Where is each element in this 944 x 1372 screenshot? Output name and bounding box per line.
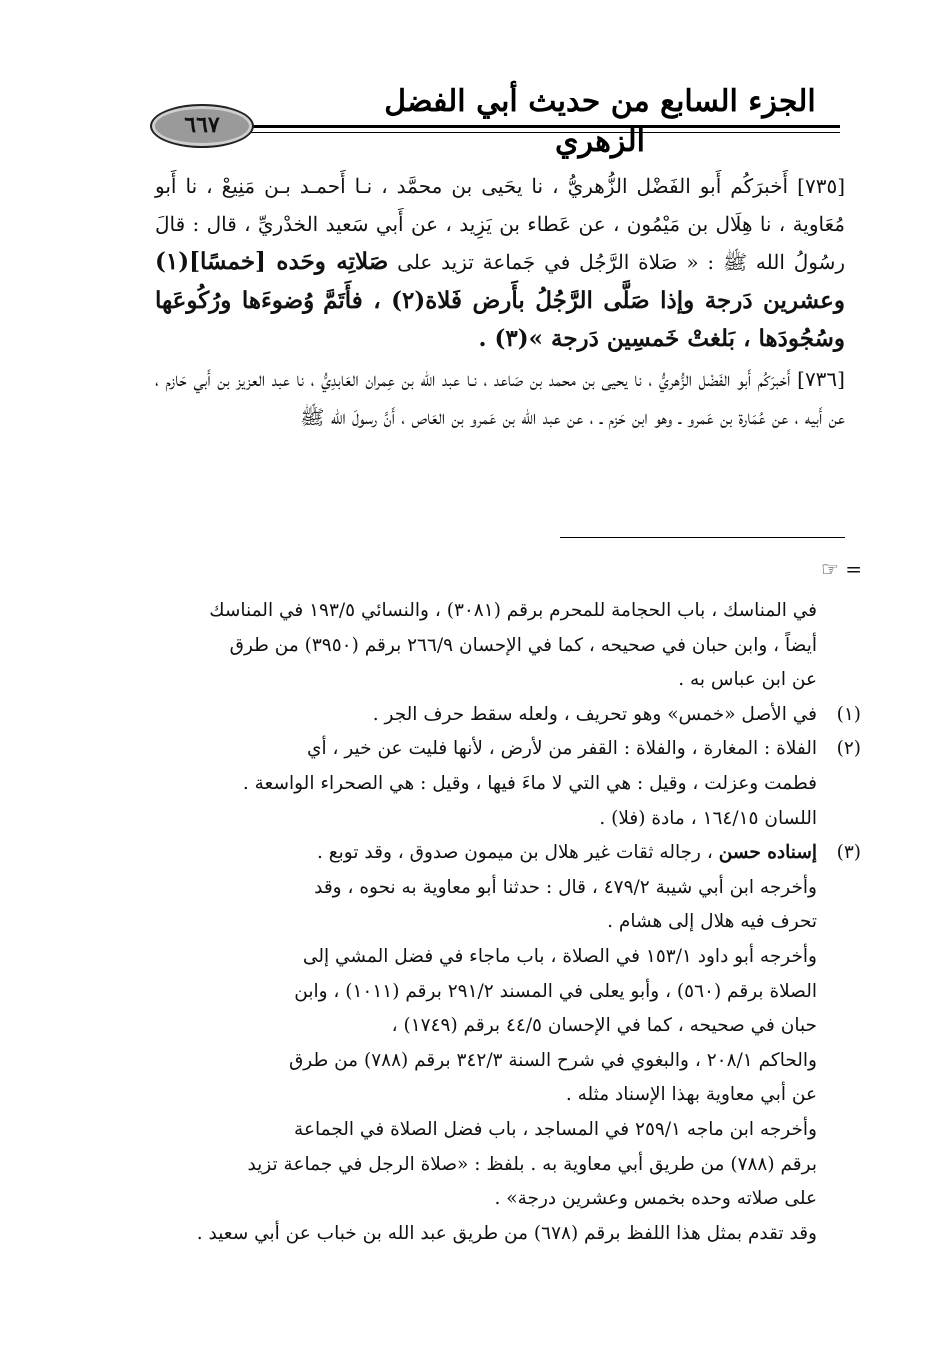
footnote-line: وأخرجه ابن أبي شيبة ٤٧٩/٢ ، قال : حدثنا أبو معاوية به نحوه ، وقد bbox=[314, 876, 817, 898]
footnote-separator bbox=[560, 537, 845, 538]
footnote-line: برقم (٧٨٨) من طريق أبي معاوية به . بلفظ : «صلاة الرجل في جماعة تزيد bbox=[247, 1153, 817, 1175]
running-title: الجزء السابع من حديث أبي الفضل الزهري bbox=[384, 84, 816, 159]
text-line: [٧٣٦] أَخبرَكُم أَبو الفَضْل الزُّهريُّ ، نا يحيى بن محمد بن صَاعد ، نـا bbox=[466, 366, 845, 391]
footnote-line: ، رجاله ثقات غير هلال بن ميمون صدوق ، وقد توبع . bbox=[317, 842, 713, 864]
text-line: الخدْريِّ ، قال : قالَ رسُولُ الله ﷺ : « صَلاة الرَّجُل في جَماعة تزيد على bbox=[155, 211, 845, 275]
footnote-3 bbox=[155, 836, 861, 871]
footnote-line: والحاكم ٢٠٨/١ ، والبغوي في شرح السنة ٣٤٢/٣ برقم (٧٨٨) من طرق bbox=[288, 1049, 817, 1071]
footnotes bbox=[155, 594, 861, 1251]
footnote-line: حبان في صحيحه ، كما في الإحسان ٤٤/٥ برقم (١٧٤٩) ، bbox=[391, 1015, 817, 1037]
continuation-mark: = ☞ bbox=[820, 557, 862, 581]
text-line: صَلاتِه وحَده [خمسًا](١) وعشرين دَرجة وإذا صَلَّى الرَّجُلُ بأَرض فَلاة(٢) ، فأَتَمَّ bbox=[155, 248, 845, 314]
footnote-line: فطمت وعزلت ، وقيل : هي التي لا ماءَ فيها ، وقيل : هي الصحراء الواسعة . bbox=[242, 772, 817, 794]
hadith-736 bbox=[155, 361, 845, 436]
page-header bbox=[150, 82, 840, 159]
footnote-line: اللسان ١٦٤/١٥ ، مادة (فلا) . bbox=[599, 807, 817, 829]
footnote-line: أيضاً ، وابن حبان في صحيحه ، كما في الإحسان ٢٦٦/٩ برقم (٣٩٥٠) من طرق bbox=[229, 634, 817, 656]
main-text bbox=[155, 168, 845, 436]
text-line: عبد الله بن عِمران العَابدِيُّ ، نا عبد العزيز بن أَبي حَازم ، عن أَبيه ، عن عُمَارة بن bbox=[155, 366, 845, 429]
text-line: وُضوءَها ورُكُوعَها وسُجُودَها ، بَلغتْ خَمسِين دَرجة »(٣) . bbox=[155, 286, 845, 353]
footnote-number: (٢) bbox=[836, 738, 861, 760]
text-line: عَمرو ـ وهو ابن حَزم ـ ، عن عبد الله بن عَمرو بن العَاص ، أَنَّ رسولَ الله ﷺ bbox=[300, 404, 714, 429]
footnote-line: عن ابن عباس به . bbox=[678, 669, 817, 691]
hadith-735 bbox=[155, 168, 845, 359]
text-line: مَنِيعْ ، نا أَبو مُعَاوية ، نا هِلَال بن مَيْمُون ، عن عَطاء بن يَزِيد ، عن أَبي سَعيد bbox=[155, 174, 845, 236]
footnote-bold-lead: إسناده حسن bbox=[718, 842, 817, 864]
footnote-line: وأخرجه ابن ماجه ٢٥٩/١ في المساجد ، باب فضل الصلاة في الجماعة bbox=[294, 1118, 817, 1140]
footnote-line: عن أبي معاوية بهذا الإسناد مثله . bbox=[565, 1084, 817, 1106]
footnote-line: الفلاة : المغارة ، والفلاة : القفر من لأرض ، لأنها فليت عن خير ، أي bbox=[306, 738, 817, 760]
footnote-number: (٣) bbox=[836, 842, 861, 864]
page-number-badge bbox=[150, 104, 254, 148]
footnote-line: في الأصل «خمس» وهو تحريف ، ولعله سقط حرف الجر . bbox=[372, 703, 817, 725]
footnote-1 bbox=[155, 698, 861, 733]
header-rule bbox=[240, 125, 840, 128]
footnote-line: وأخرجه أبو داود ١٥٣/١ في الصلاة ، باب ماجاء في فضل المشي إلى bbox=[302, 945, 817, 967]
header-rule-thin bbox=[240, 132, 840, 133]
footnote-2 bbox=[155, 732, 861, 767]
footnote-line: تحرف فيه هلال إلى هشام . bbox=[607, 911, 817, 933]
footnote-line: الصلاة برقم (٥٦٠) ، وأبو يعلى في المسند ٢٩١/٢ برقم (١٠١١) ، وابن bbox=[294, 980, 817, 1002]
footnote-line: وقد تقدم بمثل هذا اللفظ برقم (٦٧٨) من طريق عبد الله بن خباب عن أبي سعيد . bbox=[196, 1222, 817, 1244]
footnote-line: على صلاته وحده بخمس وعشرين درجة» . bbox=[494, 1188, 817, 1210]
footnote-number: (١) bbox=[836, 703, 861, 725]
footnote-line: في المناسك ، باب الحجامة للمحرم برقم (٣٠٨١) ، والنسائي ١٩٣/٥ في المناسك bbox=[209, 600, 817, 621]
text-line: [٧٣٥] أَخبرَكُم أَبو الفَضْل الزُّهريُّ ، نا يحَيى بن محمَّد ، نـا أَحمـد بـن bbox=[264, 174, 845, 198]
page-number: ٦٦٧ bbox=[184, 112, 220, 138]
